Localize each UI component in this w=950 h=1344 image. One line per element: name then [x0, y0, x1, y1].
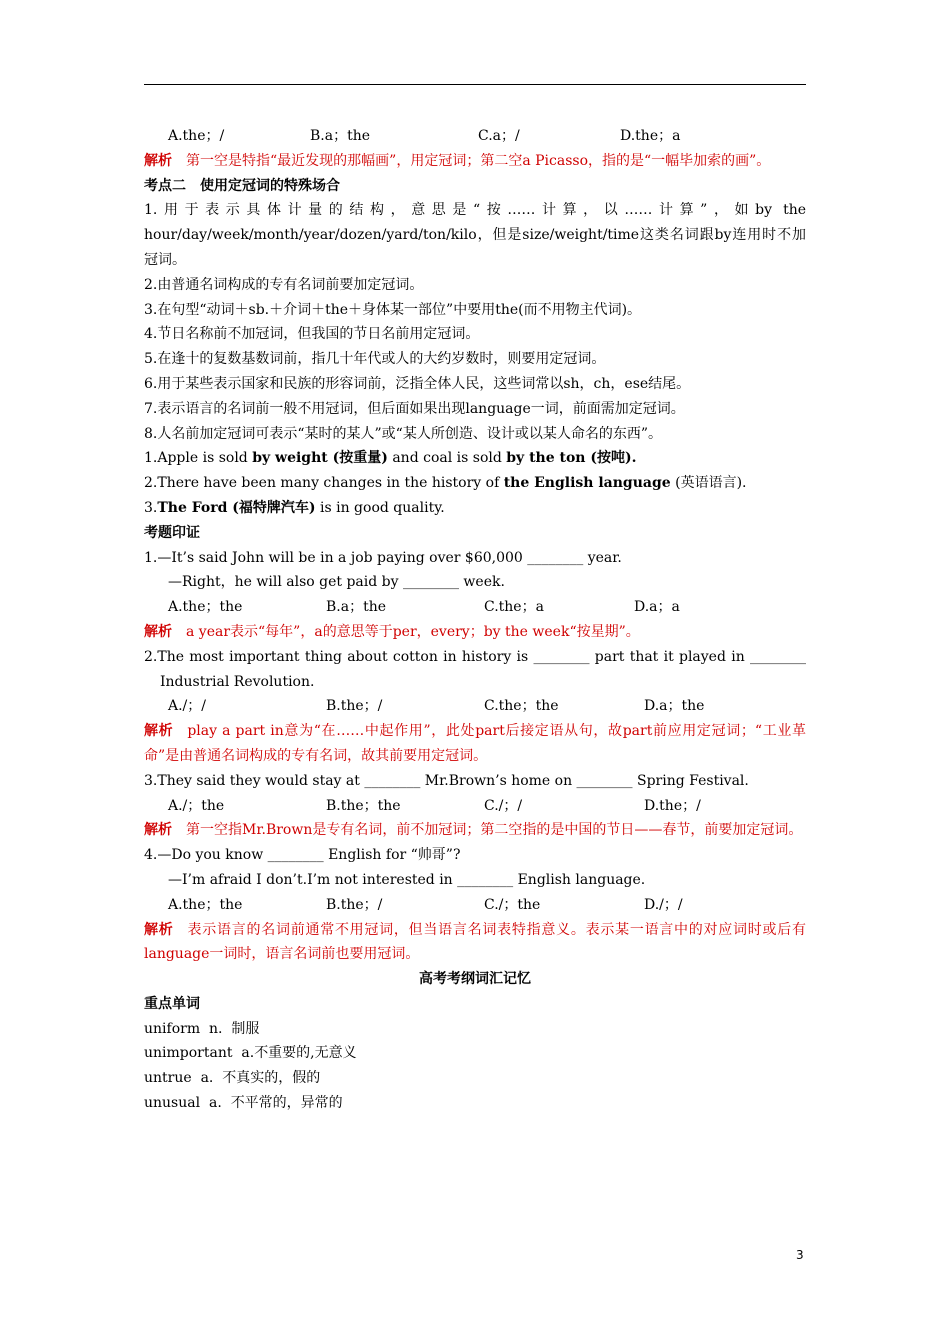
option-c: C./；/ — [484, 797, 523, 814]
q2-options — [144, 694, 806, 719]
option-a: A.the；the — [168, 599, 243, 616]
analysis-label: 解析 — [144, 152, 172, 169]
option-d: D.a；the — [644, 698, 705, 715]
vocab-word: uniform — [144, 1020, 201, 1037]
rule-6: 6.用于某些表示国家和民族的形容词前，泛指全体人民，这些词常以sh，ch，ese结尾。 — [144, 375, 691, 392]
q4-analysis — [144, 918, 806, 968]
analysis-text: 第一空指Mr.Brown是专有名词，前不加冠词；第二空指的是中国的节日——春节，前要加定冠词。 — [186, 822, 803, 839]
q4-options — [144, 893, 806, 918]
q1-options — [144, 595, 806, 620]
option-b: B.the；/ — [326, 896, 383, 913]
q3-stem: 3.They said they would stay at ________ Mr.Brown’s home on ________ Spring Festival. — [144, 772, 749, 789]
analysis-label: 解析 — [144, 822, 172, 839]
example-2 — [144, 471, 806, 496]
analysis-text: play a part in意为“在……中起作用”，此处part后接定语从句，故part前应用定冠词；“工业革命”是由普通名词构成的专有名词，故其前要用定冠词。 — [144, 723, 806, 764]
vocab-word: unusual — [144, 1095, 201, 1112]
example-text: 1.Apple is sold — [144, 450, 253, 467]
vocab-word: untrue — [144, 1070, 192, 1087]
q1-analysis — [144, 620, 806, 645]
vocab-pos: a. — [208, 1095, 222, 1112]
option-c: C.a；/ — [478, 128, 520, 144]
option-b: B.a；the — [310, 128, 371, 144]
option-c: C.the；a — [484, 599, 544, 616]
rule-7: 7.表示语言的名词前一般不用冠词，但后面如果出现language一词，前面需加定冠词。 — [144, 400, 685, 417]
vocab-pos: a. — [241, 1045, 255, 1062]
example-bold: by the ton (按吨). — [506, 450, 637, 467]
vocab-def: 制服 — [231, 1020, 260, 1037]
option-a: A.the；/ — [168, 128, 225, 144]
option-b: B.the；/ — [326, 698, 383, 715]
analysis-label: 解析 — [144, 723, 174, 740]
analysis-text: 表示语言的名词前通常不用冠词，但当语言名词表特指意义。表示某一语言中的对应词时或后有language一词时，语言名词前也要用冠词。 — [144, 921, 807, 963]
option-c: C.the；the — [484, 698, 559, 715]
option-b: B.a；the — [326, 599, 387, 616]
option-d: D.the；/ — [644, 797, 701, 814]
option-d: D.a；a — [634, 599, 680, 616]
q2-stem: 2.The most important thing about cotton in history is ________ part that it played in ________ Industrial Revolution. — [144, 648, 806, 690]
option-b: B.the；the — [326, 797, 401, 814]
example-3 — [144, 496, 806, 521]
analysis-label: 解析 — [144, 623, 172, 640]
rule-3: 3.在句型“动词＋sb.＋介词＋the＋身体某一部位”中要用the(而不用物主代词)。 — [144, 301, 642, 318]
option-a: A.the；the — [168, 896, 243, 913]
example-bold: the English language — [503, 475, 671, 492]
option-a: A./；the — [168, 797, 225, 814]
q3-options — [144, 794, 806, 819]
q1-line1: 1.—It’s said John will be in a job paying over $60,000 ________ year. — [144, 549, 622, 566]
page-number: 3 — [796, 1248, 804, 1262]
example-bold: by weight (按重量) — [252, 450, 388, 467]
option-d: D./；/ — [644, 896, 683, 913]
option-c: C./；the — [484, 896, 541, 913]
vocab-item — [144, 1066, 806, 1091]
example-bold: The Ford (福特牌汽车) — [157, 499, 316, 516]
document-body — [144, 124, 806, 1116]
vocab-heading: 高考考纲词汇记忆 — [419, 971, 531, 988]
vocab-def: 不真实的，假的 — [222, 1070, 321, 1087]
vocab-pos: n. — [209, 1020, 223, 1037]
option-a: A./；/ — [168, 698, 206, 715]
q4-line1: 4.—Do you know ________ English for “帅哥”? — [144, 847, 461, 864]
rule-8: 8.人名前加定冠词可表示“某时的某人”或“某人所创造、设计或以某人命名的东西”。 — [144, 425, 662, 442]
vocab-item — [144, 1017, 806, 1042]
option-d: D.the；a — [620, 128, 681, 144]
rule-1: 1.用于表示具体计量的结构，意思是“按……计算，以……计算”，如by the hour/day/week/month/year/dozen/yard/ton/kilo，但是size/weight/time这类名词跟by连用时不加冠词。 — [144, 202, 806, 268]
example-text: is in good quality. — [315, 499, 445, 516]
rule-2: 2.由普通名词构成的专有名词前要加定冠词。 — [144, 276, 424, 293]
vocab-def: 不重要的,无意义 — [254, 1045, 357, 1062]
vocab-def: 不平常的，异常的 — [230, 1095, 343, 1112]
example-text: 3. — [144, 499, 158, 516]
vocab-item — [144, 1041, 806, 1066]
example-text: (英语语言). — [670, 475, 747, 492]
rule-4: 4.节日名称前不加冠词，但我国的节日名前用定冠词。 — [144, 326, 480, 343]
vocab-item — [144, 1091, 806, 1116]
analysis-text: 第一空是特指“最近发现的那幅画”，用定冠词；第二空a Picasso，指的是“一幅毕加索的画”。 — [186, 152, 771, 169]
q2-analysis — [144, 719, 806, 769]
header-rule — [144, 84, 806, 85]
prev-analysis — [144, 149, 806, 174]
q3-analysis — [144, 818, 806, 843]
practice-title: 考题印证 — [144, 524, 200, 541]
example-text: 2.There have been many changes in the history of — [144, 475, 504, 492]
vocab-subheading: 重点单词 — [144, 995, 200, 1012]
analysis-label: 解析 — [144, 921, 174, 938]
vocab-pos: a. — [200, 1070, 214, 1087]
prev-question-options — [144, 124, 806, 149]
analysis-text: a year表示“每年”，a的意思等于per，every；by the week“按星期”。 — [186, 623, 640, 640]
rule-5: 5.在逢十的复数基数词前，指几十年代或人的大约岁数时，则要用定冠词。 — [144, 351, 606, 368]
example-text: and coal is sold — [387, 450, 507, 467]
section-title: 考点二 使用定冠词的特殊场合 — [144, 177, 340, 194]
example-1 — [144, 446, 806, 471]
q1-line2: —Right，he will also get paid by ________ week. — [168, 574, 505, 591]
q4-line2: —I’m afraid I don’t.I’m not interested in ________ English language. — [168, 871, 646, 888]
vocab-word: unimportant — [144, 1045, 233, 1062]
